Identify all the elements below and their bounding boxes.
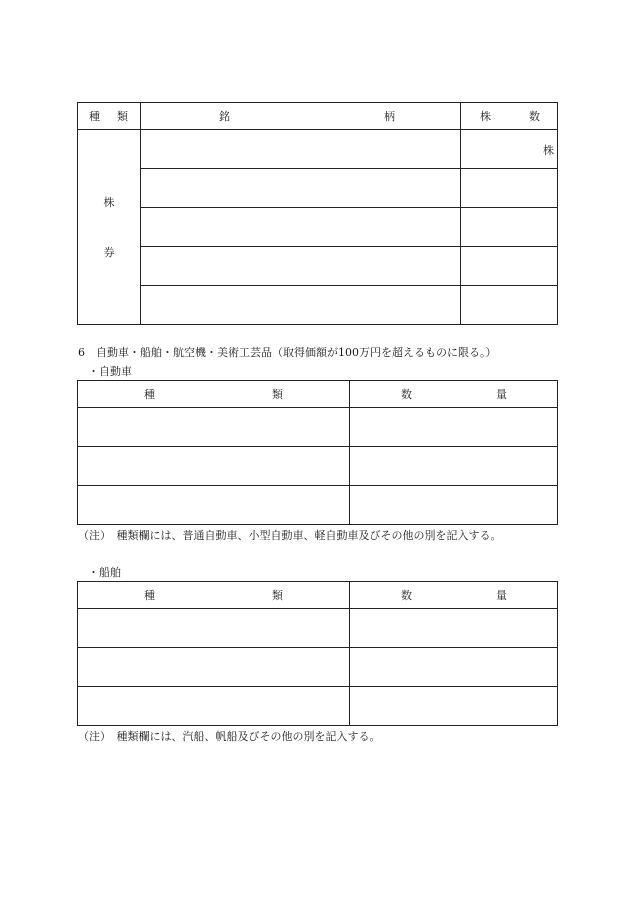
- car-type-cell[interactable]: [78, 447, 350, 486]
- category-char: 券: [103, 246, 115, 259]
- header-brand: 銘 柄: [141, 103, 461, 130]
- cars-label: ・自動車: [88, 365, 132, 378]
- ship-type-cell[interactable]: [78, 609, 350, 648]
- shares-unit: 株: [543, 144, 554, 157]
- shares-cell[interactable]: [461, 286, 558, 325]
- shares-cell[interactable]: [461, 169, 558, 208]
- ships-table: [77, 581, 558, 726]
- car-quantity-cell[interactable]: [350, 447, 558, 486]
- shares-cell[interactable]: [461, 130, 558, 169]
- stock-table: [77, 102, 558, 325]
- shares-cell[interactable]: [461, 208, 558, 247]
- ship-quantity-cell[interactable]: [350, 687, 558, 726]
- car-type-cell[interactable]: [78, 408, 350, 447]
- car-quantity-cell[interactable]: [350, 408, 558, 447]
- car-type-cell[interactable]: [78, 486, 350, 525]
- ship-type-cell[interactable]: [78, 648, 350, 687]
- cars-note: （注） 種類欄には、普通自動車、小型自動車、軽自動車及びその他の別を記入する。: [78, 529, 502, 542]
- header-shares: 株 数: [461, 103, 558, 130]
- category-char: 株: [103, 196, 115, 209]
- section6-title: 6 自動車・船舶・航空機・美術工芸品（取得価額が100万円を超えるものに限る。）: [78, 346, 497, 359]
- ship-quantity-cell[interactable]: [350, 648, 558, 687]
- cars-table: [77, 380, 558, 525]
- car-quantity-cell[interactable]: [350, 486, 558, 525]
- brand-cell[interactable]: [141, 208, 461, 247]
- category-stock-cell: [78, 130, 141, 325]
- brand-cell[interactable]: [141, 169, 461, 208]
- brand-cell[interactable]: [141, 286, 461, 325]
- ship-type-cell[interactable]: [78, 687, 350, 726]
- ships-header-type: 種 類: [78, 582, 350, 609]
- ships-note: （注） 種類欄には、汽船、帆船及びその他の別を記入する。: [78, 730, 381, 743]
- cars-header-type: 種 類: [78, 381, 350, 408]
- shares-cell[interactable]: [461, 247, 558, 286]
- ships-header-quantity: 数 量: [350, 582, 558, 609]
- brand-cell[interactable]: [141, 247, 461, 286]
- header-type: 種 類: [78, 103, 141, 130]
- ships-label: ・船舶: [88, 566, 121, 579]
- cars-header-quantity: 数 量: [350, 381, 558, 408]
- brand-cell[interactable]: [141, 130, 461, 169]
- ship-quantity-cell[interactable]: [350, 609, 558, 648]
